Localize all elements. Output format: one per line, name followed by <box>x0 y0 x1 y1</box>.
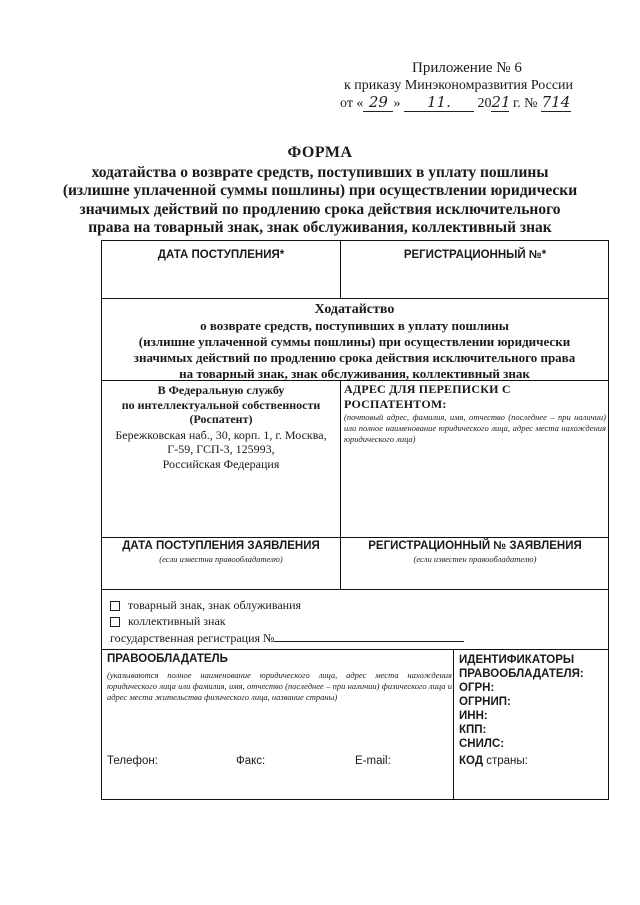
appendix-header <box>340 60 610 112</box>
app-date-label: ДАТА ПОСТУПЛЕНИЯ ЗАЯВЛЕНИЯ <box>122 540 320 552</box>
divider <box>102 589 608 590</box>
title-line: ходатайства о возврате средств, поступивших в уплату пошлины <box>91 163 549 181</box>
owner-block[interactable] <box>107 653 452 703</box>
ids-line: ПРАВООБЛАДАТЕЛЯ: <box>459 668 584 680</box>
petition-block <box>102 302 607 382</box>
appendix-date-line <box>340 94 610 112</box>
title-line: (излишне уплаченной суммы пошлины) при осуществлении юридически <box>62 182 578 199</box>
option-label: товарный знак, знак облуживания <box>128 598 302 612</box>
order-number: 714 <box>541 93 571 111</box>
owner-heading: ПРАВООБЛАДАТЕЛЬ <box>107 653 228 665</box>
fips-line: Бережковская наб., 30, корп. 1, г. Москва, <box>115 427 327 442</box>
petition-line: (излишне уплаченной суммы пошлины) при осуществлении юридически <box>138 334 571 349</box>
reg-number-label: РЕГИСТРАЦИОННЫЙ №* <box>403 249 547 261</box>
date-mid: » <box>393 96 401 111</box>
app-reg-note: (если известен правообладателю) <box>413 554 537 564</box>
date-day: 29 <box>363 94 393 112</box>
petition-line: значимых действий по продлению срока действия исключительного права <box>133 350 576 365</box>
ogrnip-label: ОГРНИП: <box>459 696 511 708</box>
phone-label: Телефон: <box>107 755 158 767</box>
inn-label: ИНН: <box>459 710 488 722</box>
owner-identifiers[interactable] <box>459 653 609 751</box>
petition-heading: Ходатайство <box>314 302 395 317</box>
divider <box>102 649 608 650</box>
checkbox[interactable] <box>110 617 120 627</box>
fips-line: (Роспатент) <box>189 412 253 426</box>
rospatent-address <box>104 383 338 471</box>
country-code-label <box>459 755 528 767</box>
divider <box>102 298 608 299</box>
form-heading: ФОРМА <box>287 144 353 161</box>
petition-line: на товарный знак, знак обслуживания, коллективный знак <box>179 366 530 381</box>
email-label: E-mail: <box>355 755 391 767</box>
correspondence-desc: (почтовый адрес, фамилия, имя, отчество (последнее – при наличии) или полное наименование юридического лица, адрес места нахождения юридического лица) <box>344 412 606 444</box>
title-line: права на товарный знак, знак обслуживания, коллективный знак <box>88 219 552 236</box>
appendix-line2: к приказу Минэкономразвития России <box>344 78 574 93</box>
country-code-rest: страны: <box>483 755 528 767</box>
correspondence-address[interactable] <box>344 382 606 445</box>
kpp-label: КПП: <box>459 724 487 736</box>
divider <box>453 649 454 800</box>
divider <box>340 241 341 298</box>
petition-line: о возврате средств, поступивших в уплату пошлины <box>200 318 509 333</box>
form-title <box>0 144 640 238</box>
date-month: 11. <box>404 94 474 112</box>
app-reg-label: РЕГИСТРАЦИОННЫЙ № ЗАЯВЛЕНИЯ <box>368 540 582 552</box>
owner-desc: (указываются полное наименование юридического лица, адрес места нахождения юридического лица или фамилия, имя, отчество (последнее – при наличии) физического лица и адрес места жительства физического лица, название страны) <box>107 670 452 702</box>
title-line: значимых действий по продлению срока действия исключительного <box>79 200 561 218</box>
option-trademark[interactable] <box>110 598 301 612</box>
snils-label: СНИЛС: <box>459 738 505 750</box>
state-reg-label: государственная регистрация № <box>110 631 275 645</box>
option-collective[interactable] <box>110 614 226 628</box>
country-code-bold: КОД <box>459 755 484 767</box>
correspondence-heading: АДРЕС ДЛЯ ПЕРЕПИСКИ С РОСПАТЕНТОМ: <box>344 382 511 411</box>
ids-line: ИДЕНТИФИКАТОРЫ <box>459 654 575 666</box>
appendix-line1: Приложение № 6 <box>412 60 522 76</box>
divider <box>340 380 341 589</box>
fips-line: по интеллектуальной собственности <box>121 397 321 412</box>
option-label: коллективный знак <box>128 614 226 628</box>
divider <box>102 537 608 538</box>
ogrn-label: ОГРН: <box>459 682 495 694</box>
fips-line: В Федеральную службу <box>157 383 285 397</box>
fips-line: Российская Федерация <box>162 456 280 471</box>
state-registration[interactable] <box>110 630 464 645</box>
date-year-suffix: 21 <box>491 93 511 111</box>
app-date-note: (если известна правообладателю) <box>159 554 283 564</box>
date-prefix: от « <box>340 96 364 111</box>
state-reg-field[interactable] <box>274 630 464 642</box>
checkbox[interactable] <box>110 601 120 611</box>
fax-label: Факс: <box>236 755 266 767</box>
date-received-label: ДАТА ПОСТУПЛЕНИЯ* <box>157 249 285 261</box>
fips-line: Г-59, ГСП-3, 125993, <box>167 442 275 456</box>
date-year-prefix: 20 <box>477 96 492 111</box>
form-frame <box>101 240 609 800</box>
order-num-prefix: г. № <box>512 96 538 111</box>
